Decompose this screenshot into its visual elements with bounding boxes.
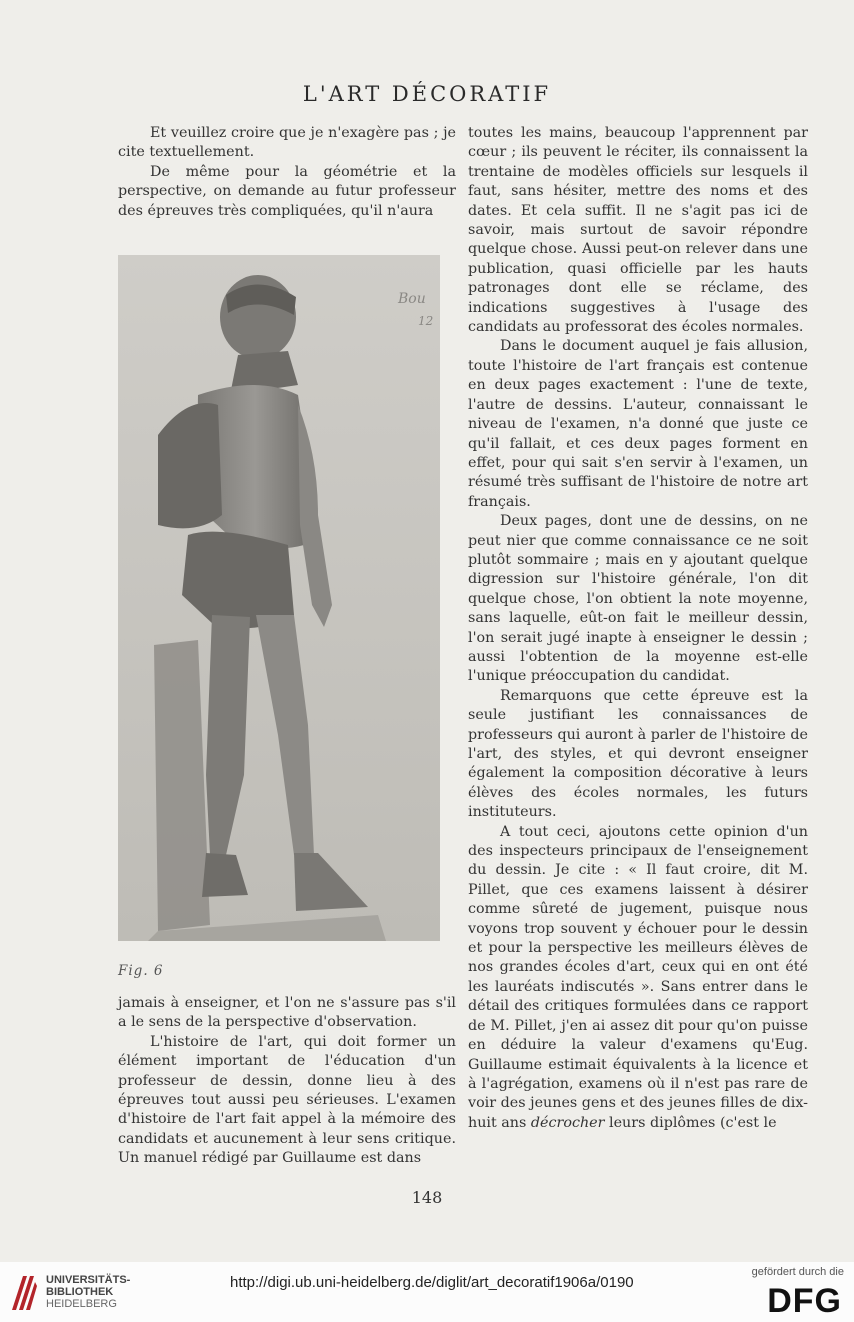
library-line: HEIDELBERG	[46, 1298, 117, 1310]
sketch-note: 12	[418, 314, 434, 328]
figure-statue-drawing	[118, 255, 440, 941]
library-line: BIBLIOTHEK	[46, 1286, 114, 1298]
paragraph: Remarquons que cette épreuve est la seule justifiant les connaissances de professeurs qui auront à parler de l'histoire de l'art, des styles, et qui devront enseigner également la composition décorative à leurs élèves des écoles normales, les futurs instituteurs.	[468, 687, 808, 821]
statue-sketch	[118, 255, 440, 941]
library-line: UNIVERSITÄTS-	[46, 1274, 131, 1286]
italic-word: décrocher	[530, 1114, 605, 1131]
figure-caption: Fig. 6	[118, 963, 164, 979]
paragraph: Deux pages, dont une de dessins, on ne peut nier que comme connaissance ce ne soit plutôt sommaire ; mais en y ajoutant quelque digression sur l'histoire générale, l'on dit quelque chose, l'on obtient la note moyenne, sans laquelle, eût-on fait le meilleur dessin, l'on serait jugé inapte à enseigner le dessin ; aussi l'obtention de la moyenne est-elle l'unique préoccupation du candidat.	[468, 513, 808, 685]
funded-by-label: gefördert durch die	[751, 1266, 844, 1278]
dfg-logo: DFG	[767, 1282, 842, 1320]
paragraph: L'histoire de l'art, qui doit former un élément important de l'éducation d'un professeur de dessin, donne lieu à des épreuves tout aussi peu sérieuses. L'examen d'histoire de l'art fait appel à la mémoire des candidats et aucunement à leur sens critique. Un manuel rédigé par Guillaume est dans	[118, 1033, 456, 1167]
paragraph: De même pour la géométrie et la perspective, on demande au futur professeur des épreuves très compliquées, qu'il n'aura	[118, 163, 456, 219]
page-title: L'ART DÉCORATIF	[302, 82, 552, 106]
paragraph: Dans le document auquel je fais allusion, toute l'histoire de l'art français est contenue en deux pages exactement : l'une de texte, l'autre de dessins. L'auteur, connaissant le niveau de l'examen, n'a donné que juste ce qu'il fallait, et ces deux pages forment en effet, pour qui sait s'en servir à l'examen, un résumé très suffisant de l'histoire de notre art français.	[468, 338, 808, 510]
library-name	[46, 1274, 130, 1310]
paragraph-text: A tout ceci, ajoutons cette opinion d'un des inspecteurs principaux de l'enseignement du dessin. Je cite : « Il faut croire, dit M. Pillet, que ces examens laissent à désirer comme sûreté de jugement, puisque nous voyons trop souvent y échouer pour le dessin et pour la perspective les meilleurs élèves de nos grandes écoles d'art, ceux qui en ont été les lauréats indiscutés ». Sans entrer dans le détail des critiques formulées dans ce rapport de M. Pillet, j'en ai assez dit pour qu'on puisse en déduire la valeur d'examens qu'Eug. Guillaume estimait équivalents à la licence et à l'agrégation, examens où il n'est pas rare de voir des jeunes gens et des jeunes filles de dix-huit ans	[468, 823, 808, 1131]
left-column-top	[118, 124, 456, 221]
paragraph: toutes les mains, beaucoup l'apprennent par cœur ; ils peuvent le réciter, ils connaissent la trentaine de modèles officiels sur lesquels il faut, sans hésiter, mettre des noms et des dates. Et cela suffit. Il ne s'agit pas ici de savoir, mais surtout de savoir répondre quelque chose. Aussi peut-on relever dans une publication, quasi officielle par les hauts patronages dont elle se réclame, des indications suggestives à l'usage des candidats au professorat des écoles normales.	[468, 125, 808, 336]
paragraph: jamais à enseigner, et l'on ne s'assure pas s'il a le sens de la perspective d'observation.	[118, 995, 456, 1031]
paragraph	[468, 823, 808, 1134]
footer-bar	[0, 1262, 854, 1322]
right-column	[468, 124, 808, 1133]
left-column-bottom	[118, 994, 456, 1169]
page-number: 148	[411, 1188, 443, 1207]
university-library-logo-icon	[9, 1272, 39, 1312]
permalink[interactable]: http://digi.ub.uni-heidelberg.de/diglit/art_decoratif1906a/0190	[230, 1274, 634, 1291]
paragraph: Et veuillez croire que je n'exagère pas ; je cite textuellement.	[118, 125, 456, 161]
paragraph-tail: leurs diplômes (c'est le	[604, 1114, 777, 1131]
sketch-note: Bou	[398, 291, 426, 307]
